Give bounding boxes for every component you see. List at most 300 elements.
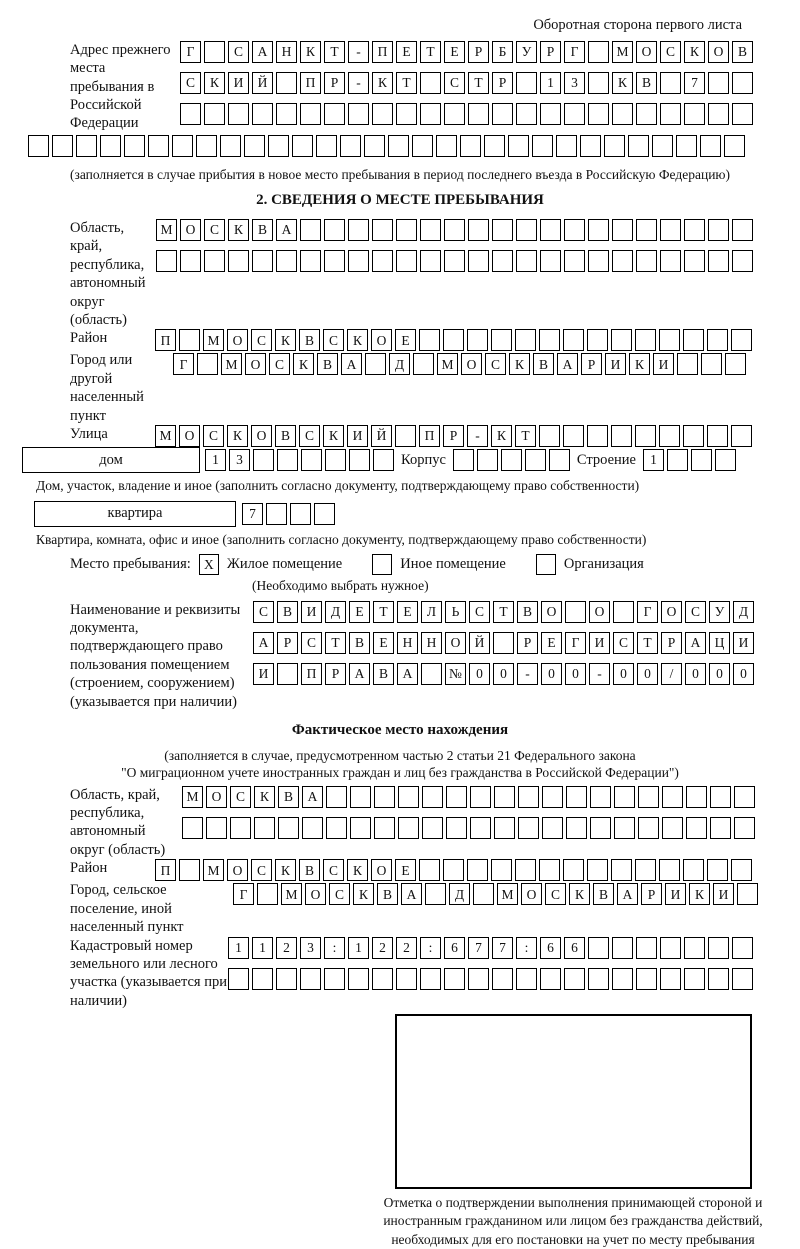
- char-cell[interactable]: П: [300, 72, 321, 94]
- char-cell[interactable]: -: [467, 425, 488, 447]
- char-cell[interactable]: А: [302, 786, 323, 808]
- char-cell[interactable]: [707, 859, 728, 881]
- char-cell[interactable]: [566, 786, 587, 808]
- char-cell[interactable]: Й: [252, 72, 273, 94]
- char-cell[interactable]: О: [227, 329, 248, 351]
- char-cell[interactable]: С: [253, 601, 274, 623]
- char-cell[interactable]: [324, 968, 345, 990]
- char-cell[interactable]: К: [254, 786, 275, 808]
- char-cell[interactable]: [182, 817, 203, 839]
- char-cell[interactable]: [563, 425, 584, 447]
- char-cell[interactable]: [421, 663, 442, 685]
- char-cell[interactable]: [686, 817, 707, 839]
- char-cell[interactable]: [413, 353, 434, 375]
- char-cell[interactable]: [204, 250, 225, 272]
- char-cell[interactable]: П: [155, 329, 176, 351]
- char-cell[interactable]: [364, 135, 385, 157]
- char-cell[interactable]: Р: [581, 353, 602, 375]
- char-cell[interactable]: [636, 103, 657, 125]
- char-cell[interactable]: К: [227, 425, 248, 447]
- char-cell[interactable]: [206, 817, 227, 839]
- char-cell[interactable]: [373, 449, 394, 471]
- char-cell[interactable]: [662, 817, 683, 839]
- char-cell[interactable]: [501, 449, 522, 471]
- char-cell[interactable]: К: [323, 425, 344, 447]
- char-cell[interactable]: О: [661, 601, 682, 623]
- char-cell[interactable]: Е: [373, 632, 394, 654]
- char-cell[interactable]: [292, 135, 313, 157]
- char-cell[interactable]: [316, 135, 337, 157]
- char-cell[interactable]: К: [372, 72, 393, 94]
- char-cell[interactable]: [539, 859, 560, 881]
- char-cell[interactable]: 7: [468, 937, 489, 959]
- char-cell[interactable]: Е: [396, 41, 417, 63]
- char-cell[interactable]: О: [371, 329, 392, 351]
- char-cell[interactable]: Н: [421, 632, 442, 654]
- char-cell[interactable]: [252, 103, 273, 125]
- char-cell[interactable]: [470, 786, 491, 808]
- char-cell[interactable]: О: [541, 601, 562, 623]
- char-cell[interactable]: [638, 817, 659, 839]
- char-cell[interactable]: О: [708, 41, 729, 63]
- char-cell[interactable]: К: [569, 883, 590, 905]
- char-cell[interactable]: 6: [444, 937, 465, 959]
- char-cell[interactable]: К: [293, 353, 314, 375]
- char-cell[interactable]: [516, 103, 537, 125]
- char-cell[interactable]: [614, 817, 635, 839]
- char-cell[interactable]: [659, 859, 680, 881]
- char-cell[interactable]: В: [252, 219, 273, 241]
- char-cell[interactable]: [587, 425, 608, 447]
- char-cell[interactable]: Ц: [709, 632, 730, 654]
- char-cell[interactable]: [590, 817, 611, 839]
- char-cell[interactable]: К: [300, 41, 321, 63]
- char-cell[interactable]: Т: [420, 41, 441, 63]
- char-cell[interactable]: П: [301, 663, 322, 685]
- char-cell[interactable]: [611, 329, 632, 351]
- char-cell[interactable]: [515, 859, 536, 881]
- char-cell[interactable]: [684, 250, 705, 272]
- char-cell[interactable]: Е: [395, 859, 416, 881]
- char-cell[interactable]: В: [636, 72, 657, 94]
- char-cell[interactable]: Г: [565, 632, 586, 654]
- char-cell[interactable]: [612, 103, 633, 125]
- char-cell[interactable]: [737, 883, 758, 905]
- char-cell[interactable]: Н: [276, 41, 297, 63]
- char-cell[interactable]: [564, 250, 585, 272]
- char-cell[interactable]: [266, 503, 287, 525]
- char-cell[interactable]: [613, 601, 634, 623]
- char-cell[interactable]: К: [275, 859, 296, 881]
- char-cell[interactable]: [494, 786, 515, 808]
- char-cell[interactable]: [395, 425, 416, 447]
- char-cell[interactable]: [277, 449, 298, 471]
- char-cell[interactable]: [540, 250, 561, 272]
- char-cell[interactable]: Р: [492, 72, 513, 94]
- residence-checkbox-inoe[interactable]: [372, 554, 392, 575]
- char-cell[interactable]: 0: [637, 663, 658, 685]
- char-cell[interactable]: Т: [324, 41, 345, 63]
- char-cell[interactable]: [542, 786, 563, 808]
- char-cell[interactable]: [588, 968, 609, 990]
- char-cell[interactable]: Г: [233, 883, 254, 905]
- char-cell[interactable]: [587, 859, 608, 881]
- char-cell[interactable]: [326, 817, 347, 839]
- char-cell[interactable]: Т: [373, 601, 394, 623]
- char-cell[interactable]: [684, 937, 705, 959]
- char-cell[interactable]: [612, 937, 633, 959]
- char-cell[interactable]: М: [497, 883, 518, 905]
- char-cell[interactable]: [420, 968, 441, 990]
- char-cell[interactable]: [660, 219, 681, 241]
- char-cell[interactable]: [493, 632, 514, 654]
- char-cell[interactable]: Д: [325, 601, 346, 623]
- char-cell[interactable]: [636, 968, 657, 990]
- char-cell[interactable]: [372, 103, 393, 125]
- residence-checkbox-zhiloe[interactable]: X: [199, 554, 219, 575]
- char-cell[interactable]: К: [275, 329, 296, 351]
- char-cell[interactable]: [588, 219, 609, 241]
- char-cell[interactable]: В: [732, 41, 753, 63]
- char-cell[interactable]: С: [230, 786, 251, 808]
- char-cell[interactable]: М: [156, 219, 177, 241]
- char-cell[interactable]: Р: [641, 883, 662, 905]
- char-cell[interactable]: [348, 250, 369, 272]
- char-cell[interactable]: [444, 103, 465, 125]
- char-cell[interactable]: С: [251, 859, 272, 881]
- char-cell[interactable]: В: [349, 632, 370, 654]
- char-cell[interactable]: 3: [300, 937, 321, 959]
- char-cell[interactable]: С: [301, 632, 322, 654]
- char-cell[interactable]: [732, 250, 753, 272]
- char-cell[interactable]: Р: [277, 632, 298, 654]
- char-cell[interactable]: [396, 219, 417, 241]
- char-cell[interactable]: [348, 103, 369, 125]
- char-cell[interactable]: А: [401, 883, 422, 905]
- char-cell[interactable]: 7: [492, 937, 513, 959]
- char-cell[interactable]: [398, 786, 419, 808]
- char-cell[interactable]: [539, 329, 560, 351]
- residence-checkbox-org[interactable]: [536, 554, 556, 575]
- char-cell[interactable]: О: [179, 425, 200, 447]
- char-cell[interactable]: М: [612, 41, 633, 63]
- char-cell[interactable]: [667, 449, 688, 471]
- char-cell[interactable]: [588, 937, 609, 959]
- char-cell[interactable]: [100, 135, 121, 157]
- char-cell[interactable]: Т: [468, 72, 489, 94]
- char-cell[interactable]: 0: [685, 663, 706, 685]
- char-cell[interactable]: [460, 135, 481, 157]
- char-cell[interactable]: [724, 135, 745, 157]
- char-cell[interactable]: [325, 449, 346, 471]
- char-cell[interactable]: С: [469, 601, 490, 623]
- char-cell[interactable]: С: [685, 601, 706, 623]
- char-cell[interactable]: [468, 968, 489, 990]
- char-cell[interactable]: А: [252, 41, 273, 63]
- char-cell[interactable]: [540, 219, 561, 241]
- char-cell[interactable]: П: [372, 41, 393, 63]
- char-cell[interactable]: И: [713, 883, 734, 905]
- char-cell[interactable]: [628, 135, 649, 157]
- char-cell[interactable]: [252, 968, 273, 990]
- char-cell[interactable]: [686, 786, 707, 808]
- char-cell[interactable]: [492, 968, 513, 990]
- char-cell[interactable]: М: [221, 353, 242, 375]
- char-cell[interactable]: 2: [396, 937, 417, 959]
- char-cell[interactable]: [563, 859, 584, 881]
- char-cell[interactable]: [604, 135, 625, 157]
- char-cell[interactable]: 0: [541, 663, 562, 685]
- char-cell[interactable]: Б: [492, 41, 513, 63]
- char-cell[interactable]: [300, 103, 321, 125]
- char-cell[interactable]: [412, 135, 433, 157]
- char-cell[interactable]: 1: [348, 937, 369, 959]
- char-cell[interactable]: 0: [733, 663, 754, 685]
- char-cell[interactable]: [532, 135, 553, 157]
- char-cell[interactable]: [700, 135, 721, 157]
- char-cell[interactable]: [372, 250, 393, 272]
- char-cell[interactable]: Т: [515, 425, 536, 447]
- char-cell[interactable]: Г: [637, 601, 658, 623]
- char-cell[interactable]: [588, 41, 609, 63]
- char-cell[interactable]: [708, 250, 729, 272]
- char-cell[interactable]: [300, 219, 321, 241]
- char-cell[interactable]: [467, 859, 488, 881]
- char-cell[interactable]: [324, 219, 345, 241]
- char-cell[interactable]: Р: [324, 72, 345, 94]
- char-cell[interactable]: 2: [372, 937, 393, 959]
- char-cell[interactable]: С: [660, 41, 681, 63]
- char-cell[interactable]: [508, 135, 529, 157]
- char-cell[interactable]: [707, 329, 728, 351]
- char-cell[interactable]: [444, 250, 465, 272]
- char-cell[interactable]: [588, 103, 609, 125]
- char-cell[interactable]: Д: [389, 353, 410, 375]
- char-cell[interactable]: В: [278, 786, 299, 808]
- char-cell[interactable]: М: [437, 353, 458, 375]
- char-cell[interactable]: [254, 817, 275, 839]
- char-cell[interactable]: [515, 329, 536, 351]
- char-cell[interactable]: К: [689, 883, 710, 905]
- char-cell[interactable]: [710, 786, 731, 808]
- char-cell[interactable]: О: [445, 632, 466, 654]
- char-cell[interactable]: В: [317, 353, 338, 375]
- char-cell[interactable]: [276, 968, 297, 990]
- char-cell[interactable]: [446, 786, 467, 808]
- char-cell[interactable]: [660, 968, 681, 990]
- char-cell[interactable]: А: [685, 632, 706, 654]
- char-cell[interactable]: [467, 329, 488, 351]
- char-cell[interactable]: [290, 503, 311, 525]
- char-cell[interactable]: [539, 425, 560, 447]
- char-cell[interactable]: У: [709, 601, 730, 623]
- char-cell[interactable]: О: [461, 353, 482, 375]
- char-cell[interactable]: П: [419, 425, 440, 447]
- char-cell[interactable]: 0: [493, 663, 514, 685]
- char-cell[interactable]: Г: [173, 353, 194, 375]
- char-cell[interactable]: :: [420, 937, 441, 959]
- char-cell[interactable]: [612, 250, 633, 272]
- char-cell[interactable]: [388, 135, 409, 157]
- char-cell[interactable]: [588, 250, 609, 272]
- char-cell[interactable]: Н: [397, 632, 418, 654]
- char-cell[interactable]: [350, 817, 371, 839]
- char-cell[interactable]: С: [613, 632, 634, 654]
- char-cell[interactable]: В: [277, 601, 298, 623]
- char-cell[interactable]: Д: [449, 883, 470, 905]
- char-cell[interactable]: [636, 937, 657, 959]
- char-cell[interactable]: С: [180, 72, 201, 94]
- char-cell[interactable]: О: [245, 353, 266, 375]
- char-cell[interactable]: [542, 817, 563, 839]
- char-cell[interactable]: Р: [517, 632, 538, 654]
- char-cell[interactable]: :: [324, 937, 345, 959]
- char-cell[interactable]: [516, 968, 537, 990]
- char-cell[interactable]: [124, 135, 145, 157]
- char-cell[interactable]: Л: [421, 601, 442, 623]
- char-cell[interactable]: [422, 786, 443, 808]
- char-cell[interactable]: [374, 817, 395, 839]
- char-cell[interactable]: [516, 72, 537, 94]
- char-cell[interactable]: [350, 786, 371, 808]
- char-cell[interactable]: С: [251, 329, 272, 351]
- char-cell[interactable]: [324, 250, 345, 272]
- char-cell[interactable]: Р: [443, 425, 464, 447]
- char-cell[interactable]: [28, 135, 49, 157]
- char-cell[interactable]: 1: [643, 449, 664, 471]
- char-cell[interactable]: С: [545, 883, 566, 905]
- char-cell[interactable]: Е: [397, 601, 418, 623]
- char-cell[interactable]: 6: [564, 937, 585, 959]
- char-cell[interactable]: Т: [493, 601, 514, 623]
- char-cell[interactable]: -: [517, 663, 538, 685]
- char-cell[interactable]: [684, 103, 705, 125]
- char-cell[interactable]: С: [299, 425, 320, 447]
- char-cell[interactable]: А: [341, 353, 362, 375]
- char-cell[interactable]: [300, 250, 321, 272]
- char-cell[interactable]: Ь: [445, 601, 466, 623]
- char-cell[interactable]: [708, 72, 729, 94]
- char-cell[interactable]: Й: [469, 632, 490, 654]
- char-cell[interactable]: [443, 329, 464, 351]
- char-cell[interactable]: 1: [205, 449, 226, 471]
- char-cell[interactable]: [419, 329, 440, 351]
- char-cell[interactable]: [590, 786, 611, 808]
- char-cell[interactable]: В: [299, 329, 320, 351]
- char-cell[interactable]: [257, 883, 278, 905]
- char-cell[interactable]: И: [653, 353, 674, 375]
- char-cell[interactable]: [659, 425, 680, 447]
- char-cell[interactable]: С: [323, 859, 344, 881]
- char-cell[interactable]: [396, 103, 417, 125]
- char-cell[interactable]: [473, 883, 494, 905]
- char-cell[interactable]: И: [733, 632, 754, 654]
- char-cell[interactable]: [635, 329, 656, 351]
- char-cell[interactable]: К: [347, 329, 368, 351]
- char-cell[interactable]: В: [517, 601, 538, 623]
- char-cell[interactable]: [566, 817, 587, 839]
- char-cell[interactable]: [52, 135, 73, 157]
- char-cell[interactable]: 7: [242, 503, 263, 525]
- char-cell[interactable]: К: [612, 72, 633, 94]
- char-cell[interactable]: [691, 449, 712, 471]
- char-cell[interactable]: [276, 103, 297, 125]
- char-cell[interactable]: /: [661, 663, 682, 685]
- char-cell[interactable]: [324, 103, 345, 125]
- char-cell[interactable]: №: [445, 663, 466, 685]
- char-cell[interactable]: [556, 135, 577, 157]
- char-cell[interactable]: П: [155, 859, 176, 881]
- char-cell[interactable]: [314, 503, 335, 525]
- char-cell[interactable]: [453, 449, 474, 471]
- char-cell[interactable]: И: [301, 601, 322, 623]
- char-cell[interactable]: [540, 103, 561, 125]
- char-cell[interactable]: [230, 817, 251, 839]
- char-cell[interactable]: -: [348, 72, 369, 94]
- char-cell[interactable]: [425, 883, 446, 905]
- char-cell[interactable]: Е: [395, 329, 416, 351]
- char-cell[interactable]: С: [444, 72, 465, 94]
- char-cell[interactable]: [276, 72, 297, 94]
- char-cell[interactable]: [635, 425, 656, 447]
- char-cell[interactable]: [732, 937, 753, 959]
- char-cell[interactable]: [731, 425, 752, 447]
- char-cell[interactable]: К: [347, 859, 368, 881]
- char-cell[interactable]: [76, 135, 97, 157]
- char-cell[interactable]: И: [589, 632, 610, 654]
- char-cell[interactable]: М: [281, 883, 302, 905]
- char-cell[interactable]: М: [203, 329, 224, 351]
- char-cell[interactable]: 1: [540, 72, 561, 94]
- char-cell[interactable]: [484, 135, 505, 157]
- char-cell[interactable]: С: [329, 883, 350, 905]
- char-cell[interactable]: [172, 135, 193, 157]
- char-cell[interactable]: И: [253, 663, 274, 685]
- char-cell[interactable]: [477, 449, 498, 471]
- char-cell[interactable]: [564, 103, 585, 125]
- char-cell[interactable]: И: [665, 883, 686, 905]
- char-cell[interactable]: [374, 786, 395, 808]
- char-cell[interactable]: В: [593, 883, 614, 905]
- char-cell[interactable]: -: [348, 41, 369, 63]
- char-cell[interactable]: [302, 817, 323, 839]
- char-cell[interactable]: [611, 859, 632, 881]
- char-cell[interactable]: Р: [325, 663, 346, 685]
- char-cell[interactable]: [468, 103, 489, 125]
- char-cell[interactable]: [491, 329, 512, 351]
- char-cell[interactable]: С: [228, 41, 249, 63]
- char-cell[interactable]: [662, 786, 683, 808]
- char-cell[interactable]: [398, 817, 419, 839]
- char-cell[interactable]: О: [371, 859, 392, 881]
- char-cell[interactable]: [636, 219, 657, 241]
- char-cell[interactable]: [732, 103, 753, 125]
- char-cell[interactable]: [492, 250, 513, 272]
- char-cell[interactable]: [422, 817, 443, 839]
- char-cell[interactable]: У: [516, 41, 537, 63]
- char-cell[interactable]: [677, 353, 698, 375]
- char-cell[interactable]: А: [276, 219, 297, 241]
- char-cell[interactable]: [468, 219, 489, 241]
- char-cell[interactable]: [180, 250, 201, 272]
- char-cell[interactable]: [179, 329, 200, 351]
- char-cell[interactable]: С: [485, 353, 506, 375]
- char-cell[interactable]: [683, 859, 704, 881]
- char-cell[interactable]: [443, 859, 464, 881]
- char-cell[interactable]: Т: [325, 632, 346, 654]
- char-cell[interactable]: В: [377, 883, 398, 905]
- char-cell[interactable]: [277, 663, 298, 685]
